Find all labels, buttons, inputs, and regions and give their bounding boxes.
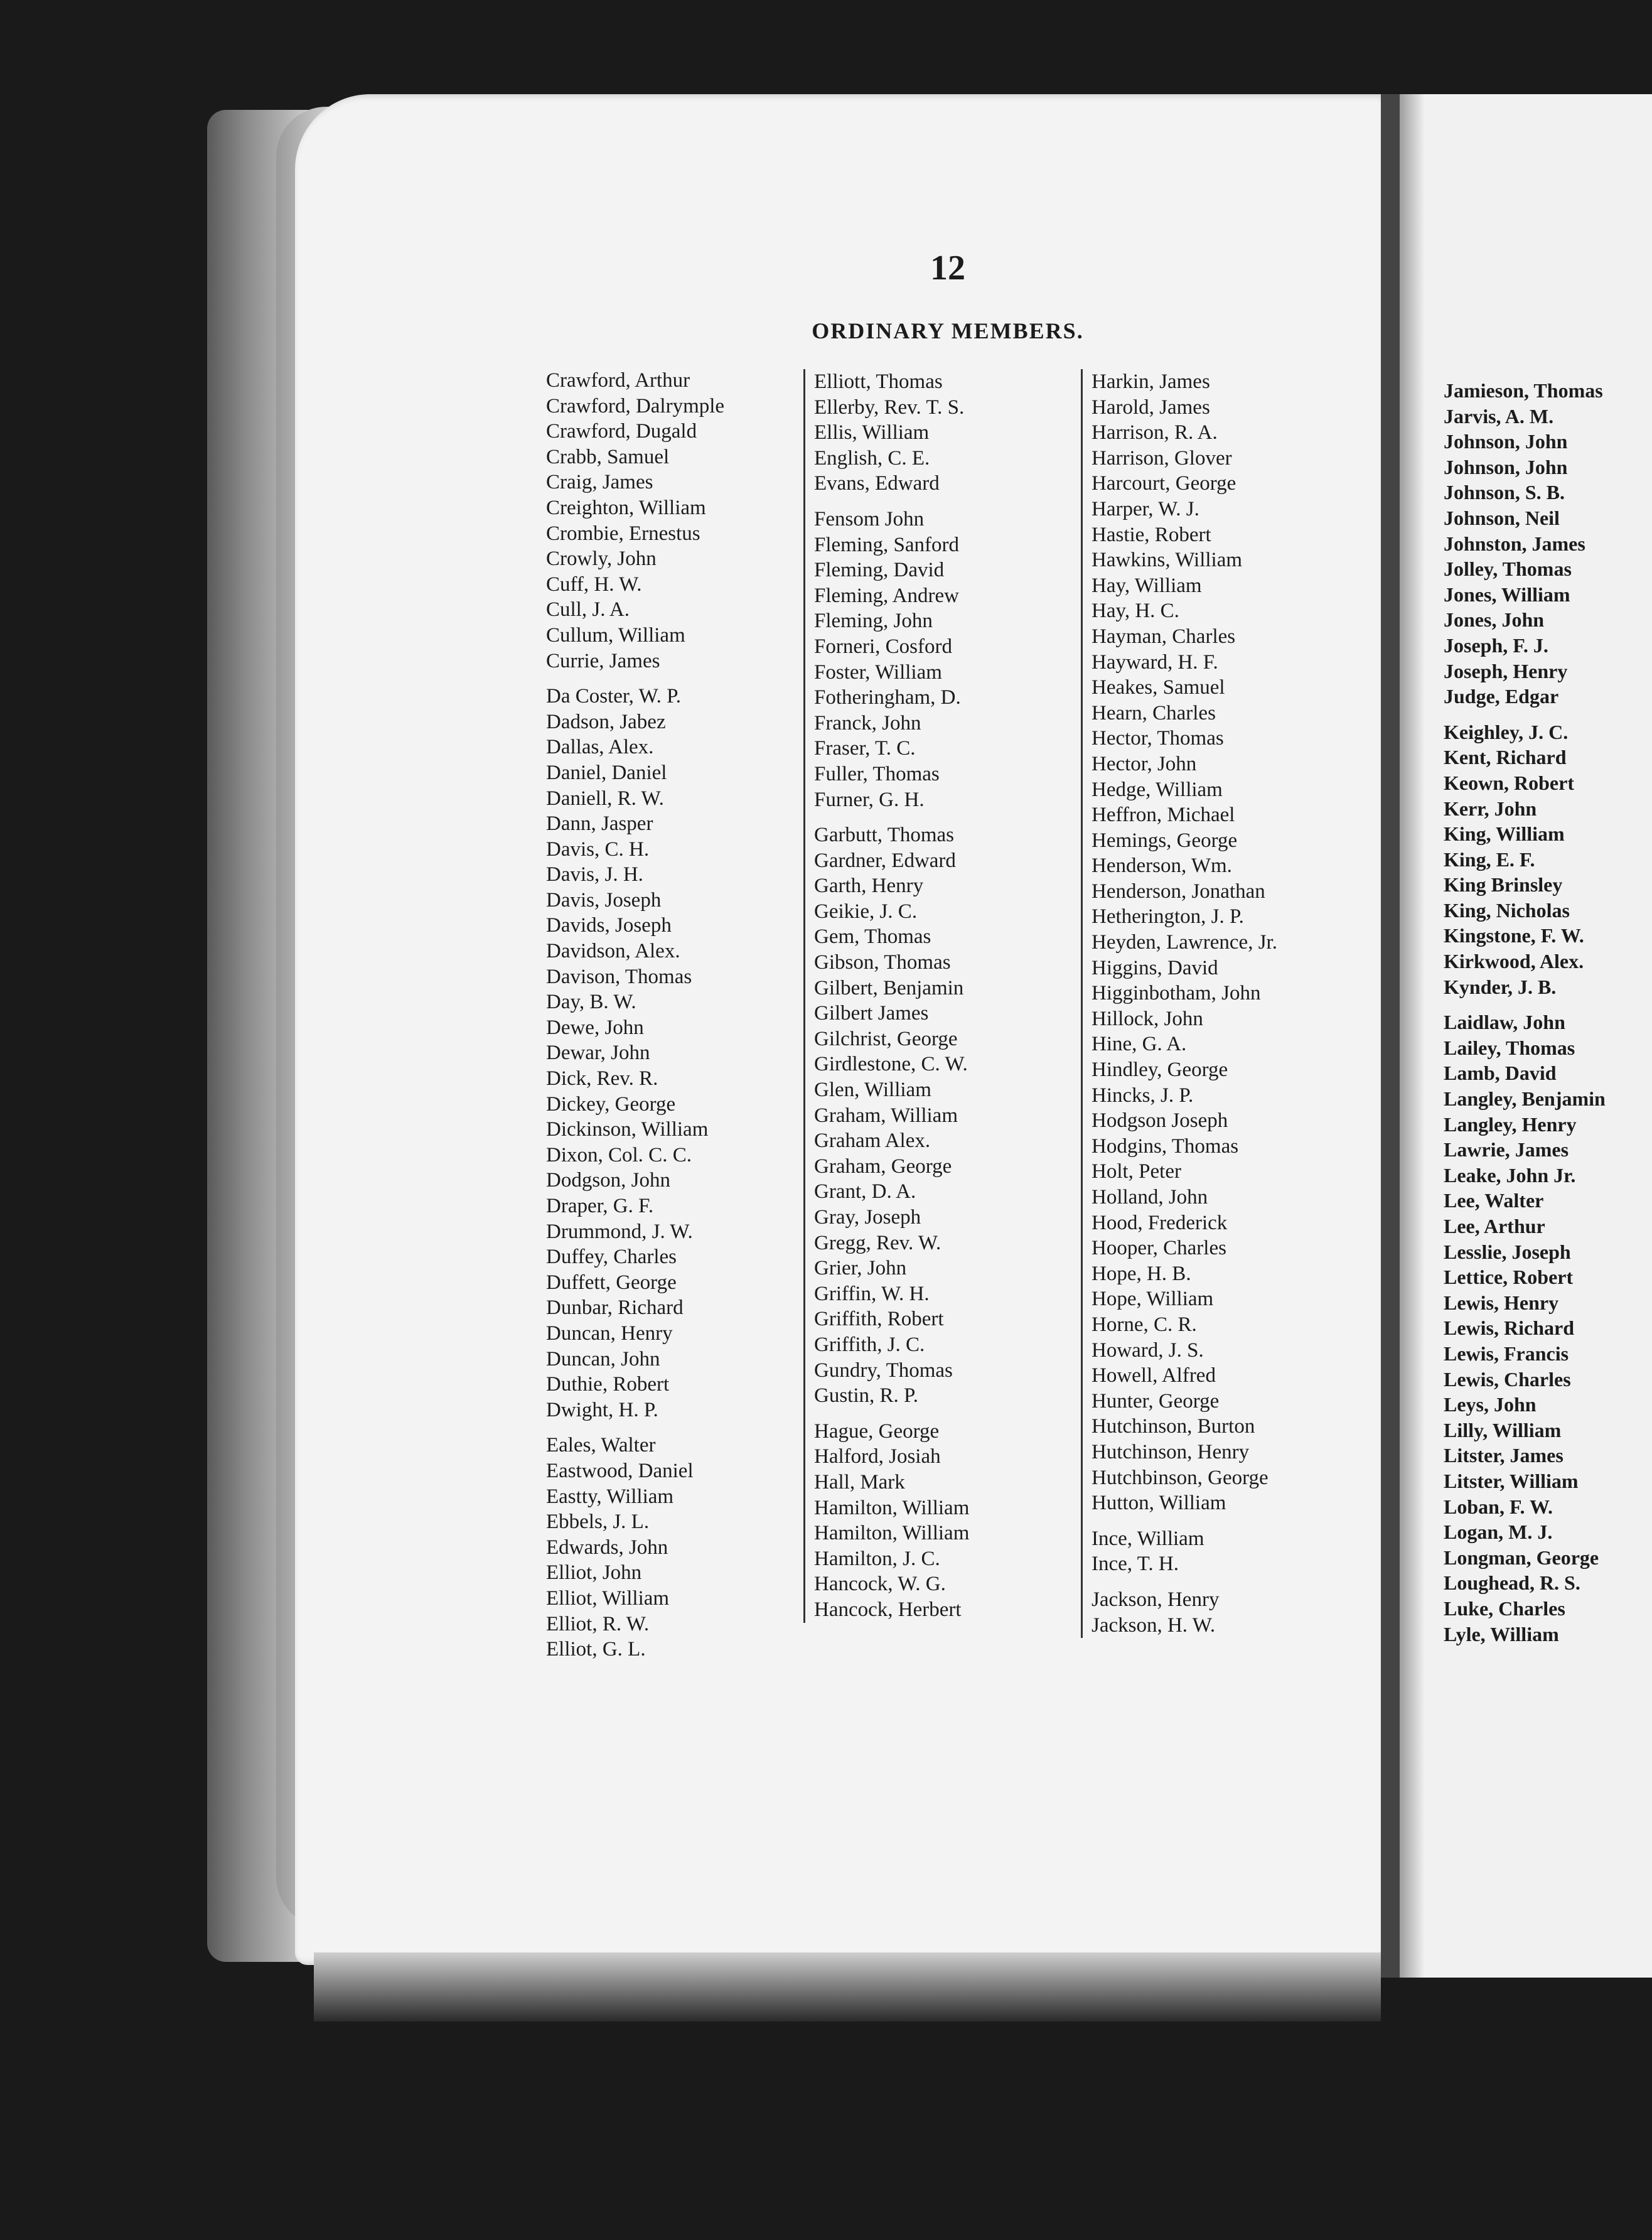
member-entry: Eales, Walter [546, 1434, 656, 1457]
member-entry: Hayman, Charles [1092, 625, 1236, 648]
member-entry: Harrison, Glover [1092, 446, 1232, 470]
member-entry: Hope, William [1092, 1288, 1214, 1311]
member-entry: Gray, Joseph [814, 1206, 921, 1229]
member-entry: Lewis, Richard [1444, 1317, 1574, 1340]
section-title: ORDINARY MEMBERS. [812, 318, 1084, 343]
group-spacer [814, 1409, 969, 1419]
member-entry: Hutchinson, Henry [1092, 1440, 1250, 1463]
group-spacer [546, 1423, 724, 1433]
member-entry: Gustin, R. P. [814, 1384, 918, 1408]
member-entry: Langley, Henry [1444, 1112, 1577, 1136]
member-entry: Jolley, Thomas [1444, 557, 1572, 581]
member-entry: Davidson, Alex. [546, 940, 680, 963]
member-entry: Holland, John [1092, 1186, 1208, 1209]
member-column-2 [803, 369, 969, 1623]
member-entry: Judge, Edgar [1444, 685, 1559, 708]
member-entry: Crombie, Ernestus [546, 522, 700, 545]
member-entry: Jamieson, Thomas [1444, 379, 1603, 402]
member-entry: Dodgson, John [546, 1169, 671, 1192]
member-entry: Fensom John [814, 507, 925, 530]
member-entry: Eastwood, Daniel [546, 1459, 694, 1482]
member-entry: Foster, William [814, 660, 942, 684]
member-entry: Hancock, W. G. [814, 1573, 946, 1596]
member-entry: Dickey, George [546, 1092, 676, 1116]
member-entry: Ellis, William [814, 421, 930, 444]
member-entry: Lyle, William [1444, 1622, 1559, 1645]
member-entry: Gilbert James [814, 1002, 929, 1025]
member-entry: Cullum, William [546, 623, 685, 647]
member-entry: Fotheringham, D. [814, 686, 961, 709]
member-entry: Creighton, William [546, 496, 706, 519]
member-entry: Leys, John [1444, 1393, 1537, 1416]
member-entry: Elliot, R. W. [546, 1612, 650, 1635]
member-entry: Lee, Arthur [1444, 1215, 1545, 1237]
member-entry: Craig, James [546, 471, 653, 494]
member-entry: Langley, Benjamin [1444, 1087, 1606, 1111]
member-entry: Hodgson Joseph [1092, 1109, 1228, 1133]
member-entry: Johnson, S. B. [1444, 481, 1565, 504]
member-entry: Kingstone, F. W. [1444, 924, 1584, 947]
page-number: 12 [930, 249, 965, 288]
member-entry: Draper, G. F. [546, 1195, 654, 1217]
member-entry: Hemings, George [1092, 829, 1238, 852]
member-entry: Harkin, James [1092, 370, 1210, 393]
member-entry: Garbutt, Thomas [814, 824, 955, 847]
member-entry: Lee, Walter [1444, 1189, 1544, 1212]
member-entry: Hall, Mark [814, 1470, 905, 1494]
member-entry: Crawford, Dugald [546, 420, 697, 443]
member-entry: Hamilton, William [814, 1522, 970, 1545]
member-entry: Logan, M. J. [1444, 1521, 1553, 1544]
member-entry: Cull, J. A. [546, 598, 630, 622]
member-entry: Crawford, Arthur [546, 369, 690, 392]
member-entry: English, C. E. [814, 446, 930, 470]
member-entry: Leake, John Jr. [1444, 1163, 1576, 1187]
member-entry: Henderson, Wm. [1092, 854, 1232, 878]
member-entry: Hayward, H. F. [1092, 650, 1218, 674]
member-entry: Keighley, J. C. [1444, 720, 1569, 743]
member-entry: King, Nicholas [1444, 898, 1570, 922]
member-entry: Joseph, Henry [1444, 659, 1568, 682]
member-entry: Jones, John [1444, 608, 1545, 632]
member-entry: Hastie, Robert [1092, 523, 1211, 546]
member-entry: Kent, Richard [1444, 746, 1567, 769]
member-entry: Graham, George [814, 1155, 952, 1178]
member-entry: Gem, Thomas [814, 925, 931, 949]
member-entry: Hancock, Herbert [814, 1598, 962, 1621]
member-entry: Harrison, R. A. [1092, 421, 1218, 444]
member-entry: Fuller, Thomas [814, 762, 940, 785]
group-spacer [814, 497, 969, 507]
member-entry: Fleming, David [814, 559, 945, 582]
member-entry: King Brinsley [1444, 873, 1563, 897]
member-entry: Geikie, J. C. [814, 900, 918, 923]
member-entry: Gilbert, Benjamin [814, 976, 964, 999]
member-entry: Hetherington, J. P. [1092, 905, 1244, 929]
member-entry: Davis, J. H. [546, 863, 643, 886]
member-entry: Litster, William [1444, 1469, 1579, 1492]
member-entry: Elliott, Thomas [814, 370, 943, 393]
member-entry: Hindley, George [1092, 1058, 1228, 1082]
member-entry: Harcourt, George [1092, 472, 1236, 495]
member-entry: Day, B. W. [546, 991, 636, 1014]
member-entry: Lailey, Thomas [1444, 1036, 1575, 1059]
member-entry: Johnson, John [1444, 455, 1568, 478]
member-entry: Crowly, John [546, 547, 657, 571]
member-entry: Drummond, J. W. [546, 1220, 693, 1243]
member-entry: Crawford, Dalrymple [546, 394, 725, 417]
member-entry: Daniell, R. W. [546, 787, 664, 810]
member-entry: Lewis, Henry [1444, 1291, 1559, 1314]
member-entry: Dixon, Col. C. C. [546, 1143, 692, 1166]
member-entry: Ince, T. H. [1092, 1553, 1179, 1576]
member-entry: Heffron, Michael [1092, 804, 1235, 827]
member-column-1 [546, 368, 724, 1662]
member-entry: Kerr, John [1444, 797, 1537, 820]
member-entry: Fleming, John [814, 610, 933, 633]
member-entry: Lawrie, James [1444, 1138, 1569, 1161]
member-entry: Hodgins, Thomas [1092, 1134, 1239, 1158]
member-entry: Elliot, John [546, 1561, 642, 1585]
member-entry: Jones, William [1444, 583, 1570, 606]
member-entry: Dunbar, Richard [546, 1296, 684, 1320]
member-entry: Dick, Rev. R. [546, 1067, 658, 1090]
member-entry: Hague, George [814, 1419, 940, 1443]
member-entry: Hamilton, J. C. [814, 1547, 940, 1570]
member-entry: Lilly, William [1444, 1418, 1562, 1441]
member-entry: Gardner, Edward [814, 849, 956, 872]
member-entry: Harper, W. J. [1092, 497, 1199, 520]
member-entry: Furner, G. H. [814, 788, 925, 811]
member-entry: Elliot, William [546, 1586, 670, 1610]
member-entry: Keown, Robert [1444, 771, 1574, 794]
member-entry: Davis, C. H. [546, 837, 650, 861]
member-entry: Daniel, Daniel [546, 761, 667, 784]
member-entry: Hooper, Charles [1092, 1237, 1226, 1260]
group-spacer [1092, 1516, 1277, 1526]
member-entry: Hearn, Charles [1092, 701, 1216, 724]
member-entry: Eastty, William [546, 1485, 674, 1508]
member-entry: Lettice, Robert [1444, 1266, 1574, 1289]
member-entry: Harold, James [1092, 396, 1210, 419]
member-entry: Higginbotham, John [1092, 982, 1261, 1005]
member-entry: Duffett, George [546, 1271, 677, 1294]
member-entry: Hector, Thomas [1092, 727, 1224, 750]
member-entry: Lewis, Francis [1444, 1342, 1569, 1365]
member-entry: Litster, James [1444, 1444, 1564, 1467]
member-entry: Griffith, Robert [814, 1308, 944, 1331]
member-entry: Dickinson, William [546, 1118, 709, 1141]
member-entry: Jarvis, A. M. [1444, 404, 1554, 428]
book-gutter [1381, 94, 1400, 1978]
member-entry: Kynder, J. B. [1444, 975, 1557, 998]
member-entry: Edwards, John [546, 1536, 668, 1559]
member-entry: Johnson, John [1444, 430, 1568, 453]
member-entry: Hawkins, William [1092, 549, 1243, 572]
member-entry: Hector, John [1092, 752, 1197, 775]
member-entry: Horne, C. R. [1092, 1313, 1197, 1336]
member-entry: Lesslie, Joseph [1444, 1240, 1571, 1263]
member-entry: Fleming, Sanford [814, 533, 959, 556]
member-entry: Loban, F. W. [1444, 1495, 1553, 1518]
member-entry: Fraser, T. C. [814, 737, 916, 760]
member-entry: Ince, William [1092, 1527, 1204, 1550]
member-entry: Girdlestone, C. W. [814, 1053, 968, 1076]
member-entry: Heakes, Samuel [1092, 676, 1225, 699]
page-shadow [314, 1952, 1381, 2022]
member-entry: Dewar, John [546, 1042, 650, 1065]
member-entry: Davison, Thomas [546, 965, 692, 988]
member-entry: Hutchbinson, George [1092, 1466, 1268, 1489]
member-entry: Fleming, Andrew [814, 584, 959, 607]
member-entry: Ebbels, J. L. [546, 1510, 650, 1534]
member-entry: Currie, James [546, 649, 660, 672]
member-entry: Dadson, Jabez [546, 710, 666, 733]
member-entry: Hood, Frederick [1092, 1211, 1228, 1234]
member-entry: Gilchrist, George [814, 1027, 958, 1050]
member-entry: Halford, Josiah [814, 1445, 941, 1468]
member-entry: Joseph, F. J. [1444, 633, 1548, 657]
member-entry: Luke, Charles [1444, 1597, 1565, 1620]
member-entry: Hedge, William [1092, 778, 1223, 801]
member-entry: Franck, John [814, 711, 921, 735]
member-entry: Higgins, David [1092, 956, 1218, 979]
member-entry: Grier, John [814, 1257, 907, 1280]
member-entry: Gregg, Rev. W. [814, 1231, 941, 1254]
member-entry: Howard, J. S. [1092, 1338, 1204, 1362]
member-entry: Hay, William [1092, 574, 1202, 597]
member-entry: Hine, G. A. [1092, 1033, 1187, 1056]
member-entry: Johnston, James [1444, 532, 1585, 555]
member-entry: Holt, Peter [1092, 1160, 1181, 1183]
member-entry: King, William [1444, 822, 1565, 846]
member-entry: Dewe, John [546, 1016, 644, 1039]
member-entry: Glen, William [814, 1079, 931, 1102]
member-entry: Elliot, G. L. [546, 1638, 646, 1661]
member-entry: Dwight, H. P. [546, 1398, 658, 1421]
member-entry: Davis, Joseph [546, 888, 662, 912]
member-entry: Hutchinson, Burton [1092, 1415, 1255, 1438]
member-entry: Howell, Alfred [1092, 1364, 1216, 1387]
member-entry: Cuff, H. W. [546, 573, 642, 596]
member-entry: Ellerby, Rev. T. S. [814, 396, 965, 419]
member-entry: Johnson, Neil [1444, 506, 1560, 529]
member-entry: Dallas, Alex. [546, 736, 654, 759]
member-entry: Heyden, Lawrence, Jr. [1092, 931, 1277, 954]
member-entry: Hope, H. B. [1092, 1262, 1191, 1285]
group-spacer [1444, 709, 1606, 719]
member-entry: Evans, Edward [814, 472, 940, 495]
member-entry: Grant, D. A. [814, 1180, 916, 1203]
member-entry: Griffin, W. H. [814, 1282, 930, 1305]
member-entry: Jackson, Henry [1092, 1588, 1220, 1611]
group-spacer [1092, 1577, 1277, 1587]
member-entry: Lamb, David [1444, 1062, 1557, 1085]
member-entry: Hutton, William [1092, 1492, 1226, 1515]
group-spacer [1444, 999, 1606, 1010]
member-entry: Gundry, Thomas [814, 1359, 953, 1382]
member-entry: Kirkwood, Alex. [1444, 950, 1584, 973]
group-spacer [814, 812, 969, 822]
member-entry: Hillock, John [1092, 1007, 1203, 1030]
member-entry: Hincks, J. P. [1092, 1084, 1194, 1107]
member-entry: Graham, William [814, 1104, 958, 1127]
member-entry: Duncan, John [546, 1347, 660, 1370]
member-entry: Duncan, Henry [546, 1322, 673, 1345]
member-entry: Laidlaw, John [1444, 1011, 1565, 1034]
member-entry: Duthie, Robert [546, 1373, 670, 1396]
member-entry: Hunter, George [1092, 1389, 1220, 1413]
facing-page-shadow [1400, 94, 1425, 1978]
member-entry: Jackson, H. W. [1092, 1613, 1216, 1637]
member-entry: Dann, Jasper [546, 812, 653, 836]
member-column-3 [1081, 369, 1277, 1638]
member-entry: Lewis, Charles [1444, 1367, 1571, 1391]
member-entry: Henderson, Jonathan [1092, 880, 1265, 903]
member-entry: Gibson, Thomas [814, 951, 951, 974]
member-entry: Longman, George [1444, 1546, 1599, 1569]
member-entry: Graham Alex. [814, 1129, 931, 1153]
member-column-4 [1444, 378, 1606, 1647]
member-entry: Loughead, R. S. [1444, 1571, 1580, 1595]
member-entry: Davids, Joseph [546, 914, 672, 937]
member-entry: Duffey, Charles [546, 1246, 677, 1269]
member-entry: King, E. F. [1444, 848, 1535, 871]
member-entry: Hay, H. C. [1092, 600, 1179, 623]
member-entry: Griffith, J. C. [814, 1333, 925, 1356]
member-entry: Forneri, Cosford [814, 635, 952, 658]
member-entry: Hamilton, William [814, 1496, 970, 1519]
member-entry: Da Coster, W. P. [546, 685, 682, 708]
member-entry: Garth, Henry [814, 875, 924, 898]
member-entry: Crabb, Samuel [546, 445, 670, 468]
group-spacer [546, 674, 724, 684]
